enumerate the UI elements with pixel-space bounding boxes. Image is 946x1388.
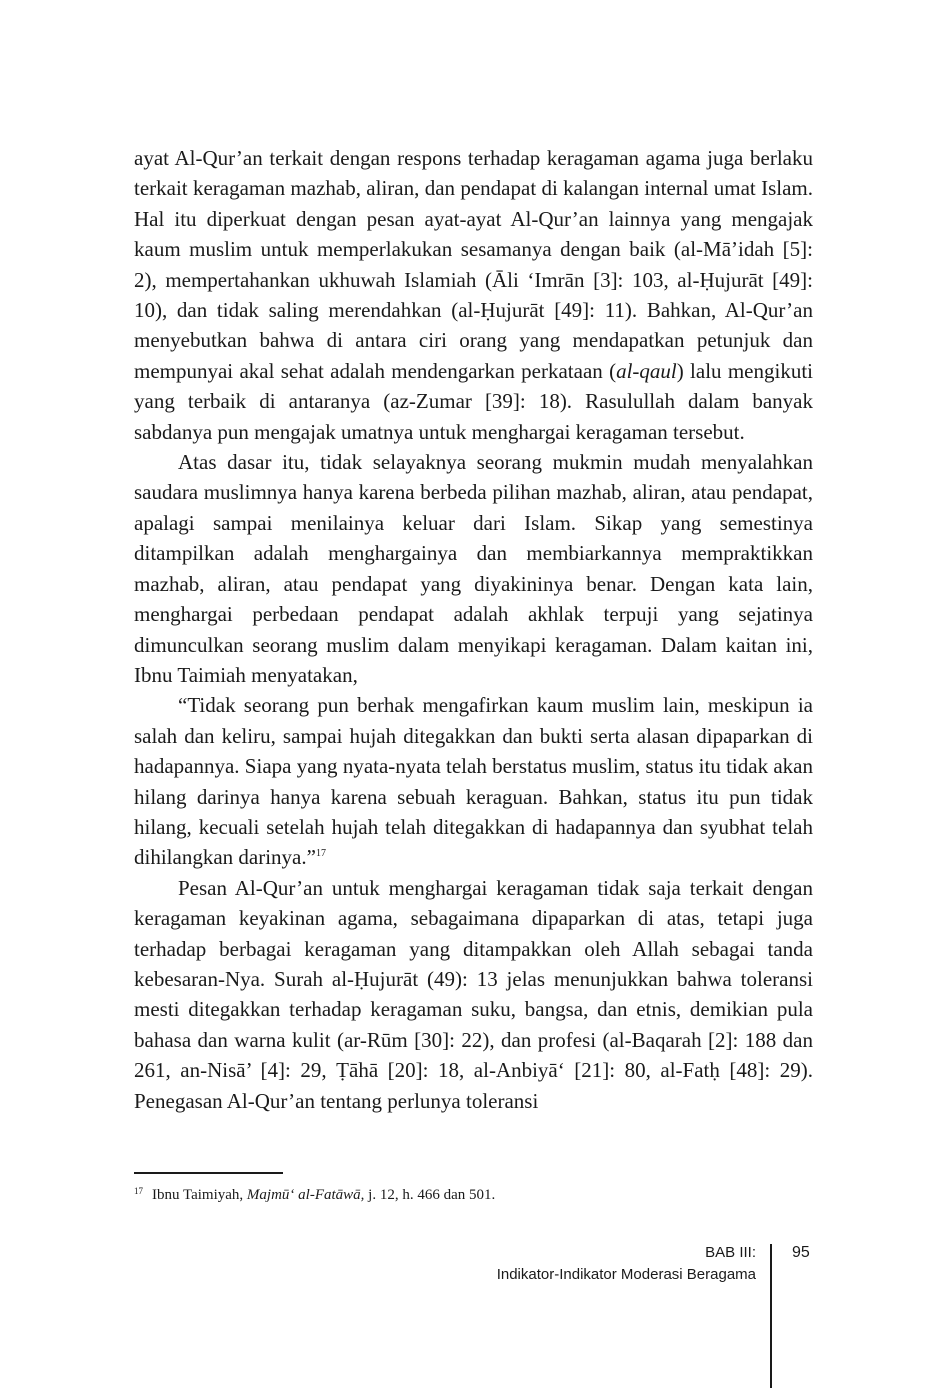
- footnote-reference[interactable]: 17: [315, 848, 326, 860]
- footnote-title: Majmū‘ al-Fatāwā,: [246, 1187, 365, 1203]
- footer-chapter: BAB III:: [705, 1244, 756, 1261]
- italic-term: al-qaul: [616, 358, 677, 383]
- quotation-paragraph: “Tidak seorang pun berhak mengafirkan kaum muslim lain, meskipun ia salah dan keliru, sampai hujah ditegakkan dan bukti serta alasan dipaparkan di hadapannya. Siapa yang nyata-nyata telah berstatus muslim, status itu tidak akan hilang darinya hanya karena sebuah keraguan. Bahkan, status itu pun tidak hilang, kecuali setelah hujah telah ditegakkan di hadapannya dan syubhat telah dihilangkan darinya.”$^{17}$: [134, 693, 813, 870]
- paragraph-1: ayat Al-Qur’an terkait dengan respons terhadap keragaman agama juga berlaku terkait keragaman mazhab, aliran, dan pendapat di kalangan internal umat Islam. Hal itu diperkuat dengan pesan ayat-ayat Al-Qur’an lainnya yang mengajak kaum muslim untuk memperlakukan sesamanya dengan baik (al-Mā’idah [5]: 2), mempertahankan ukhuwah Islamiah (Āli ‘Imrān [3]: 103, al-Ḥujurāt [49]: 10), dan tidak saling merendahkan (al-Ḥujurāt [49]: 11). Bahkan, Al-Qur’an menyebutkan bahwa di antara ciri orang yang mendapatkan petunjuk dan mempunyai akal sehat adalah mendengarkan perkataan (al-qaul) lalu mengikuti yang terbaik di antaranya (az-Zumar [39]: 18). Rasulullah dalam banyak sabdanya pun mengajak umatnya untuk menghargai keragaman tersebut.: [134, 146, 813, 444]
- footer-chapter-title: Indikator-Indikator Moderasi Beragama: [496, 1266, 756, 1283]
- paragraph-2: Atas dasar itu, tidak selayaknya seorang mukmin mudah menyalahkan saudara muslimnya hanya karena berbeda pilihan mazhab, aliran, atau pendapat, apalagi sampai menilainya keluar dari Islam. Sikap yang semestinya ditampilkan adalah menghargainya dan membiarkannya mempraktikkan mazhab, aliran, atau pendapat yang diyakininya benar. Dengan kata lain, menghargai perbedaan pendapat adalah akhlak terpuji yang sejatinya dimunculkan seorang muslim dalam menyikapi keragaman. Dalam kaitan ini, Ibnu Taimiah menyatakan,: [134, 450, 813, 687]
- footnote-author: Ibnu Taimiyah,: [152, 1187, 247, 1203]
- page-number: 95: [792, 1244, 810, 1261]
- paragraph-4: Pesan Al-Qur’an untuk menghargai keragaman tidak saja terkait dengan keragaman keyakinan agama, sebagaimana dipaparkan di atas, tetapi juga terhadap berbagai keragaman yang ditampakkan oleh Allah sebagai tanda kebesaran-Nya. Surah al-Ḥujurāt (49): 13 jelas menunjukkan bahwa toleransi mesti ditegakkan terhadap keragaman suku, bangsa, dan etnis, demikian pula bahasa dan warna kulit (ar-Rūm [30]: 22), dan profesi (al-Baqarah [2]: 188 dan 261, an-Nisā’ [4]: 29, Ṭāhā [20]: 18, al-Anbiyā‘ [21]: 80, al-Fatḥ [48]: 29). Penegasan Al-Qur’an tentang perlunya toleransi: [134, 875, 813, 1113]
- footnote-details: j. 12, h. 466 dan 501.: [364, 1187, 496, 1203]
- footnote: [134, 1181, 495, 1205]
- footnote-number: 17: [134, 1186, 143, 1196]
- footnote-divider: [134, 1172, 283, 1174]
- main-text-column: [134, 143, 813, 1116]
- running-footer: [497, 1242, 756, 1286]
- footer-divider: [770, 1244, 772, 1388]
